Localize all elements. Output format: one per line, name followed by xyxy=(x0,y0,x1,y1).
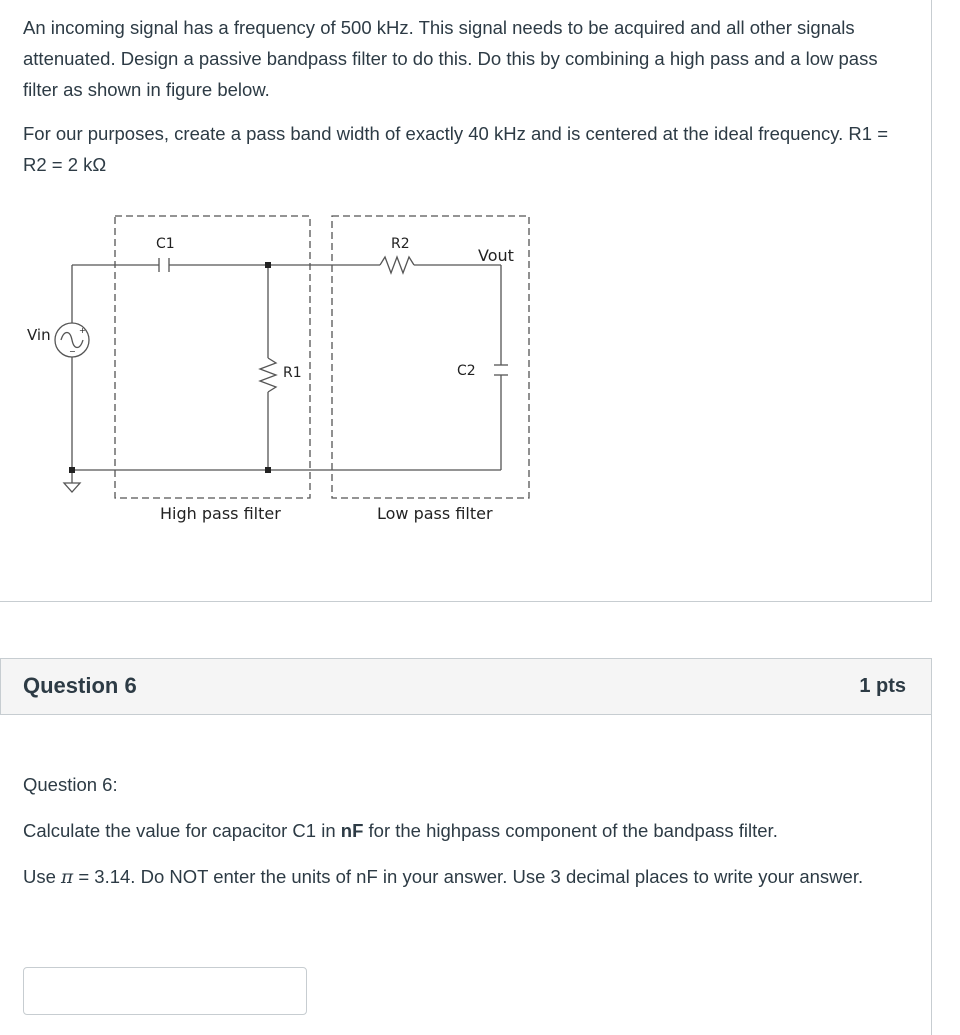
question-note xyxy=(23,861,903,893)
vin-minus-sign: − xyxy=(69,347,76,356)
r2-label: R2 xyxy=(391,236,410,252)
answer-input[interactable] xyxy=(23,967,307,1015)
junction-top xyxy=(265,262,271,268)
question-points: 1 pts xyxy=(859,675,906,697)
question-note-suffix: = 3.14. Do NOT enter the units of nF in your answer. Use 3 decimal places to write your answer. xyxy=(73,866,864,887)
question-label: Question 6: xyxy=(23,774,118,795)
question-instruction-prefix: Calculate the value for capacitor C1 in xyxy=(23,820,341,841)
junction-bottom xyxy=(265,467,271,473)
junction-ground xyxy=(69,467,75,473)
vin-label: Vin xyxy=(27,326,51,344)
question-title: Question 6 xyxy=(23,673,137,698)
low-pass-label: Low pass filter xyxy=(377,504,493,523)
r2-resistor xyxy=(380,257,414,273)
pi-symbol: π xyxy=(61,867,74,888)
problem-paragraph-1: An incoming signal has a frequency of 500 kHz. This signal needs to be acquired and all other signals attenuated. Design a passive bandpass filter to do this. Do this by combining a high pass and a low pass filter as shown in figure below. xyxy=(23,17,878,100)
question-header xyxy=(0,658,932,715)
question-instruction-suffix: for the highpass component of the bandpass filter. xyxy=(363,820,778,841)
r1-resistor xyxy=(260,358,276,392)
c2-label: C2 xyxy=(457,363,476,379)
vin-plus-sign: + xyxy=(79,326,86,335)
bandpass-circuit-diagram xyxy=(20,208,540,533)
vout-label: Vout xyxy=(478,246,514,265)
r1-label: R1 xyxy=(283,365,302,381)
high-pass-box xyxy=(115,216,310,498)
unit-nf-bold: nF xyxy=(340,820,364,841)
problem-paragraph-2: For our purposes, create a pass band width of exactly 40 kHz and is centered at the ideal frequency. R1 = R2 = 2 kΩ xyxy=(23,123,889,175)
question-instruction xyxy=(23,815,903,846)
ground-symbol xyxy=(64,483,80,492)
question-note-prefix: Use xyxy=(23,866,62,887)
c1-label: C1 xyxy=(156,236,175,252)
high-pass-label: High pass filter xyxy=(160,504,281,523)
